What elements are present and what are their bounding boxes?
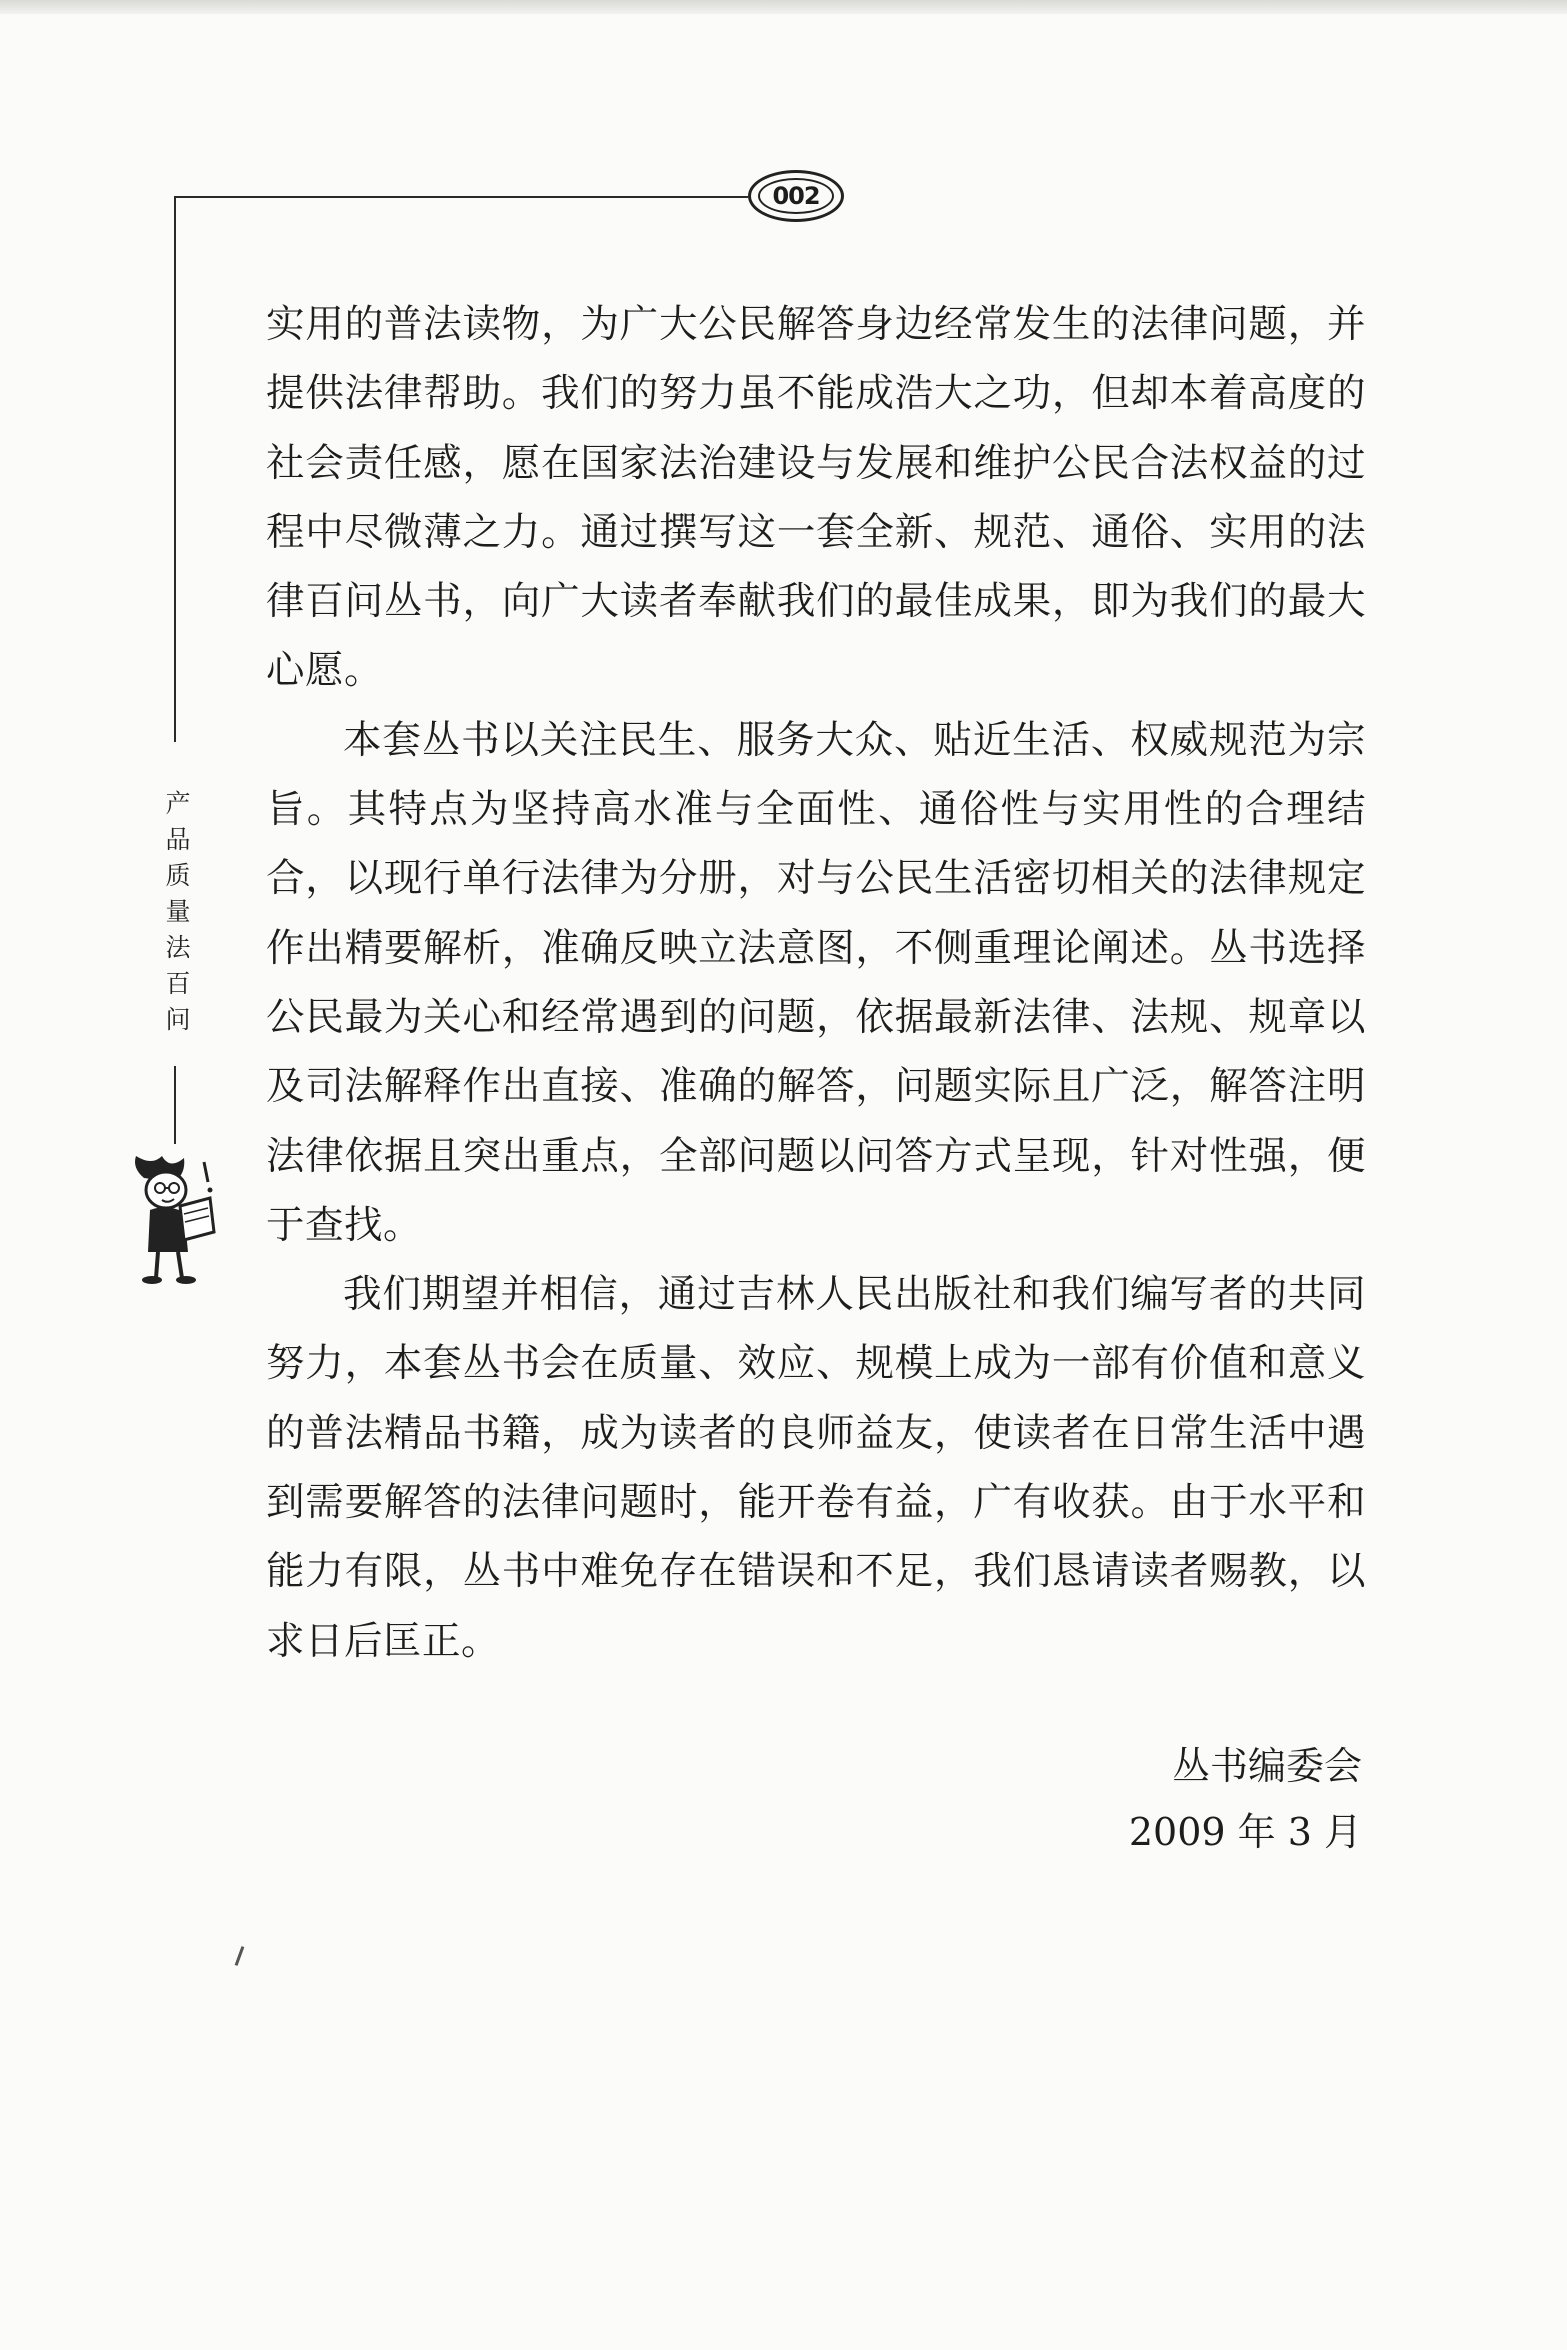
book-title-char: 法: [165, 933, 191, 962]
book-title-char: 品: [165, 825, 191, 854]
stray-mark: [235, 1946, 245, 1966]
book-title-char: 百: [165, 969, 191, 998]
book-title-char: 问: [165, 1005, 191, 1034]
paragraph: 本套丛书以关注民生、服务大众、贴近生活、权威规范为宗旨。其特点为坚持高水准与全面性、通俗性与实用性的合理结合，以现行单行法律为分册，对与公民生活密切相关的法律规定作出精要解析，准确反映立法意图，不侧重理论阐述。丛书选择公民最为关心和经常遇到的问题，依据最新法律、法规、规章以及司法解释作出直接、准确的解答，问题实际且广泛，解答注明法律依据且突出重点，全部问题以问答方式呈现，针对性强，便于查找。: [266, 717, 1366, 1248]
book-title-vertical: [160, 786, 196, 1038]
signature-block: [1129, 1733, 1362, 1865]
signature-author: 丛书编委会: [1171, 1744, 1362, 1788]
book-title-char: 量: [165, 897, 191, 926]
signature-date: 2009 年 3 月: [1128, 1810, 1362, 1854]
page-top-edge: [0, 0, 1567, 14]
page-number: 002: [758, 178, 833, 214]
cartoon-reader-icon: [122, 1148, 232, 1288]
paragraph: 实用的普法读物，为广大公民解答身边经常发生的法律问题，并提供法律帮助。我们的努力虽不能成浩大之功，但却本着高度的社会责任感，愿在国家法治建设与发展和维护公民合法权益的过程中尽微薄之力。通过撰写这一套全新、规范、通俗、实用的法律百问丛书，向广大读者奉献我们的最佳成果，即为我们的最大心愿。: [266, 302, 1366, 694]
book-title-char: 产: [165, 789, 191, 818]
book-title-char: 质: [165, 861, 191, 890]
side-rule-top: [174, 196, 176, 742]
body-text: [266, 290, 1366, 1676]
header-rule: [174, 196, 748, 198]
page-number-badge: [748, 170, 844, 222]
side-rule-bottom: [174, 1066, 176, 1144]
paragraph: 我们期望并相信，通过吉林人民出版社和我们编写者的共同努力，本套丛书会在质量、效应、规模上成为一部有价值和意义的普法精品书籍，成为读者的良师益友，使读者在日常生活中遇到需要解答的法律问题时，能开卷有益，广有收获。由于水平和能力有限，丛书中难免存在错误和不足，我们恳请读者赐教，以求日后匡正。: [266, 1272, 1366, 1664]
